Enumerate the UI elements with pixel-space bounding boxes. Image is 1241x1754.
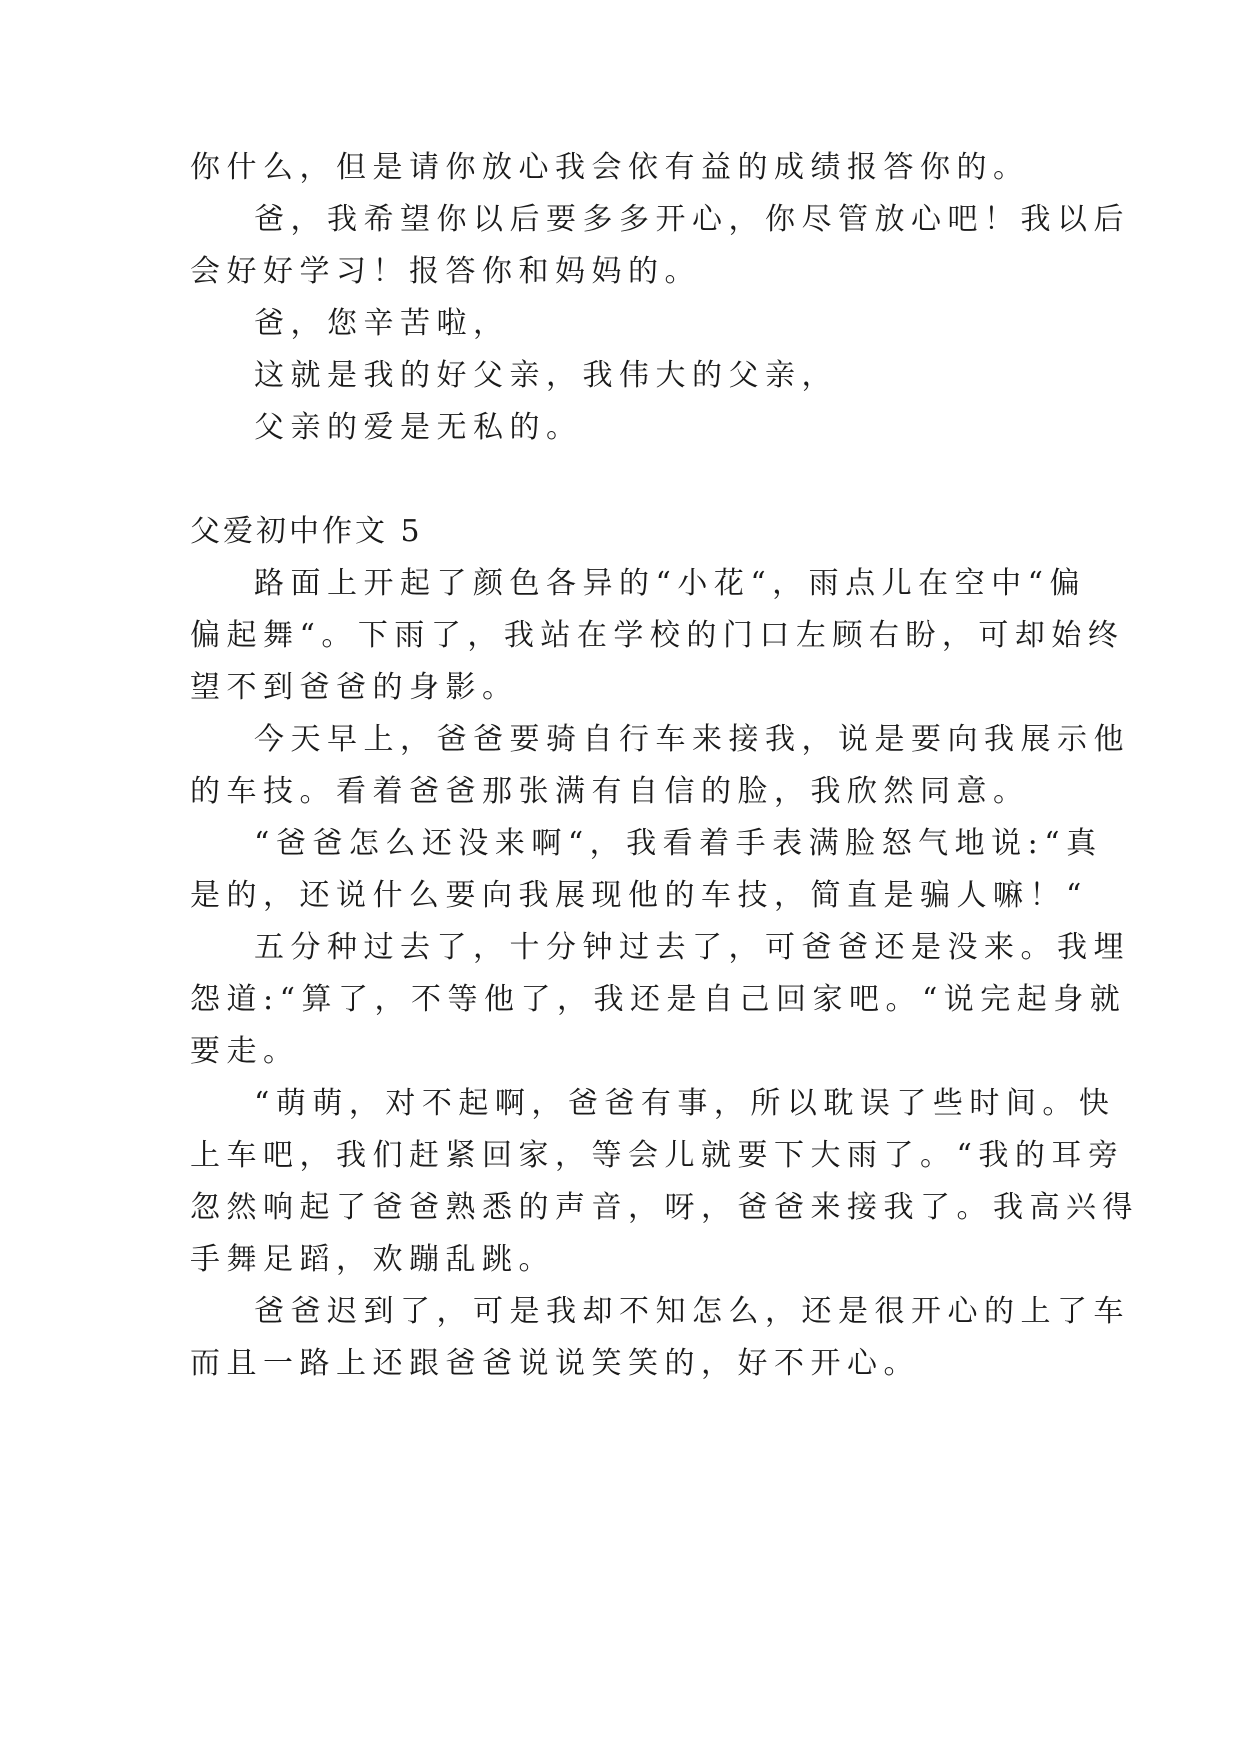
paragraph-line: 上车吧，我们赶紧回家，等会儿就要下大雨了。“我的耳旁: [190, 1138, 1125, 1173]
paragraph-line: “爸爸怎么还没来啊“，我看着手表满脸怒气地说:“真: [254, 826, 1103, 861]
paragraph-line: 五分种过去了，十分钟过去了，可爸爸还是没来。我埋: [254, 930, 1130, 965]
paragraph-line: 爸爸迟到了，可是我却不知怎么，还是很开心的上了车: [254, 1294, 1130, 1329]
paragraph-line: 是的，还说什么要向我展现他的车技，简直是骗人嘛！“: [190, 878, 1088, 913]
paragraph-line: 怨道:“算了，不等他了，我还是自己回家吧。“说完起身就: [190, 982, 1127, 1017]
paragraph-line: 偏起舞“。下雨了，我站在学校的门口左顾右盼，可却始终: [190, 618, 1125, 653]
paragraph-line: 你什么，但是请你放心我会依有益的成绩报答你的。: [190, 150, 1030, 185]
paragraph-line: “萌萌，对不起啊，爸爸有事，所以耽误了些时间。快: [254, 1086, 1116, 1121]
essay-title: 父爱初中作文 5: [190, 514, 423, 549]
paragraph-line: 的车技。看着爸爸那张满有自信的脸，我欣然同意。: [190, 774, 1030, 809]
paragraph-line: 路面上开起了颜色各异的“小花“，雨点儿在空中“偏: [254, 566, 1087, 601]
paragraph-line: 会好好学习！报答你和妈妈的。: [190, 254, 701, 289]
paragraph-line: 父亲的爱是无私的。: [254, 410, 583, 445]
paragraph-line: 爸，您辛苦啦，: [254, 306, 510, 341]
paragraph-line: 今天早上，爸爸要骑自行车来接我，说是要向我展示他: [254, 722, 1130, 757]
paragraph-line: 忽然响起了爸爸熟悉的声音，呀，爸爸来接我了。我高兴得: [190, 1190, 1139, 1225]
paragraph-line: 要走。: [190, 1034, 300, 1069]
paragraph-line: 手舞足蹈，欢蹦乱跳。: [190, 1242, 555, 1277]
paragraph-line: 爸，我希望你以后要多多开心，你尽管放心吧！我以后: [254, 202, 1130, 237]
paragraph-line: 这就是我的好父亲，我伟大的父亲，: [254, 358, 838, 393]
paragraph-line: 而且一路上还跟爸爸说说笑笑的，好不开心。: [190, 1346, 920, 1381]
paragraph-line: 望不到爸爸的身影。: [190, 670, 519, 705]
